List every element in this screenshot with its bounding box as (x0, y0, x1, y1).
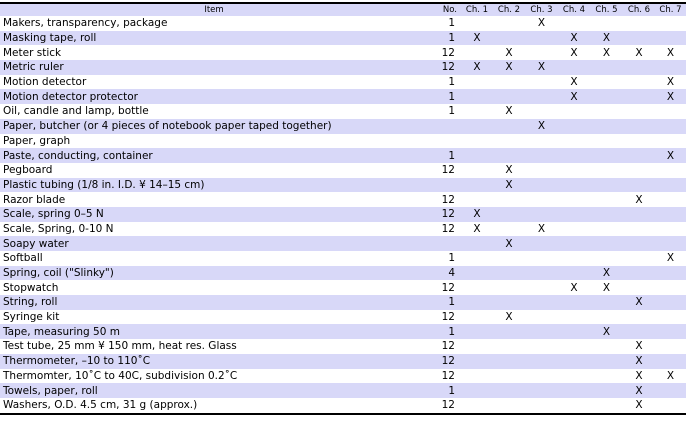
chapter-2-mark (493, 222, 525, 237)
chapter-7-mark: X (666, 76, 675, 89)
item-name: Oil, candle and lamp, bottle (3, 105, 149, 118)
chapter-5-mark (590, 16, 623, 31)
column-header-ch1: Ch. 1 (461, 3, 493, 16)
chapter-3-mark (525, 266, 558, 281)
chapter-2-mark (493, 324, 525, 339)
item-name: String, roll (0, 295, 428, 310)
table-row (0, 383, 686, 398)
chapter-4-mark (558, 222, 590, 237)
item-quantity: 12 (441, 46, 455, 59)
table-row (0, 178, 686, 193)
table-row (0, 251, 686, 266)
chapter-3-mark: X (525, 119, 558, 134)
chapter-5-mark (590, 148, 623, 163)
table-row (0, 104, 686, 119)
chapter-6-mark (623, 104, 655, 119)
chapter-7-mark (655, 280, 686, 295)
chapter-4-mark (558, 383, 590, 398)
chapter-3-mark (525, 45, 558, 60)
chapter-6-mark (623, 324, 655, 339)
chapter-6-mark (623, 134, 655, 149)
chapter-4-mark (558, 148, 590, 163)
table-row (0, 89, 686, 104)
chapter-1-mark (461, 178, 493, 193)
chapter-3-mark (525, 192, 558, 207)
chapter-5-mark (590, 383, 623, 398)
chapter-5-mark: X (590, 324, 623, 339)
chapter-3-mark (525, 75, 558, 90)
table-row (0, 295, 686, 310)
chapter-4-mark (558, 324, 590, 339)
table-row (0, 266, 686, 281)
chapter-5-mark (590, 192, 623, 207)
item-quantity (428, 236, 461, 251)
chapter-5-mark (590, 369, 623, 384)
equipment-table (0, 2, 686, 415)
chapter-3-mark: X (537, 17, 546, 30)
chapter-4-mark (558, 192, 590, 207)
chapter-6-mark: X (623, 295, 655, 310)
table-body (0, 16, 686, 414)
chapter-4-mark (558, 60, 590, 75)
chapter-6-mark: X (623, 383, 655, 398)
chapter-6-mark: X (635, 46, 643, 59)
chapter-1-mark (461, 104, 493, 119)
column-header-ch5: Ch. 5 (590, 3, 623, 16)
chapter-1-mark (461, 310, 493, 325)
chapter-7-mark (655, 178, 686, 193)
chapter-2-mark (493, 354, 525, 369)
chapter-6-mark (623, 280, 655, 295)
chapter-4-mark (558, 369, 590, 384)
chapter-5-mark (590, 236, 623, 251)
chapter-4-mark (558, 339, 590, 354)
chapter-6-mark (623, 251, 655, 266)
table-row (0, 163, 686, 178)
item-quantity: 12 (428, 207, 461, 222)
item-quantity: 12 (441, 399, 455, 412)
chapter-3-mark (525, 280, 558, 295)
chapter-4-mark (558, 295, 590, 310)
item-name: Softball (3, 252, 43, 265)
chapter-5-mark (590, 119, 623, 134)
chapter-7-mark (655, 163, 686, 178)
table-row (0, 354, 686, 369)
chapter-6-mark (623, 178, 655, 193)
chapter-1-mark (461, 280, 493, 295)
chapter-4-mark (558, 134, 590, 149)
chapter-2-mark (493, 280, 525, 295)
chapter-1-mark (461, 119, 493, 134)
chapter-2-mark (493, 398, 525, 414)
table-row (0, 192, 686, 207)
chapter-3-mark (525, 207, 558, 222)
chapter-2-mark: X (505, 46, 513, 59)
chapter-5-mark (590, 75, 623, 90)
chapter-6-mark: X (635, 193, 643, 206)
column-header-ch3: Ch. 3 (525, 3, 558, 16)
column-header-ch4: Ch. 4 (558, 3, 590, 16)
chapter-4-mark: X (570, 281, 578, 294)
chapter-1-mark: X (461, 31, 493, 46)
chapter-6-mark (623, 89, 655, 104)
chapter-3-mark (525, 31, 558, 46)
chapter-3-mark (525, 310, 558, 325)
chapter-3-mark (525, 354, 558, 369)
chapter-6-mark (623, 310, 655, 325)
column-header-ch7: Ch. 7 (655, 3, 686, 16)
chapter-1-mark: X (461, 60, 493, 75)
table-row (0, 207, 686, 222)
chapter-3-mark: X (525, 60, 558, 75)
chapter-6-mark (623, 148, 655, 163)
item-name: Syringe kit (3, 311, 60, 324)
item-quantity: 12 (441, 222, 455, 235)
chapter-5-mark (590, 222, 623, 237)
chapter-2-mark (493, 192, 525, 207)
chapter-7-mark (655, 295, 686, 310)
chapter-6-mark: X (635, 399, 643, 412)
chapter-7-mark (655, 207, 686, 222)
chapter-3-mark (525, 369, 558, 384)
table-row (0, 75, 686, 90)
table-row (0, 324, 686, 339)
table-row (0, 45, 686, 60)
item-name: Stopwatch (3, 281, 59, 294)
item-quantity: 1 (428, 295, 461, 310)
item-quantity: 1 (448, 76, 455, 89)
chapter-1-mark (461, 134, 493, 149)
item-quantity: 12 (441, 281, 455, 294)
table-row (0, 148, 686, 163)
chapter-7-mark (655, 119, 686, 134)
chapter-2-mark (493, 119, 525, 134)
chapter-4-mark (558, 266, 590, 281)
chapter-3-mark (525, 236, 558, 251)
item-quantity (428, 134, 461, 149)
item-name: Meter stick (3, 46, 62, 59)
header-row (0, 3, 686, 16)
item-quantity: 12 (441, 340, 455, 353)
chapter-1-mark (461, 369, 493, 384)
chapter-1-mark (461, 266, 493, 281)
chapter-7-mark (655, 192, 686, 207)
chapter-7-mark: X (666, 46, 675, 59)
item-name: Towels, paper, roll (0, 383, 428, 398)
item-quantity: 1 (448, 252, 455, 265)
item-quantity: 1 (428, 383, 461, 398)
table-row (0, 280, 686, 295)
chapter-2-mark: X (505, 164, 513, 177)
table-row (0, 16, 686, 31)
item-quantity: 12 (441, 164, 455, 177)
item-name: Washers, O.D. 4.5 cm, 31 g (approx.) (3, 399, 198, 412)
chapter-2-mark (493, 383, 525, 398)
item-name: Motion detector protector (0, 89, 428, 104)
chapter-6-mark (623, 222, 655, 237)
chapter-7-mark (655, 354, 686, 369)
chapter-6-mark: X (623, 354, 655, 369)
chapter-2-mark (493, 266, 525, 281)
item-name: Plastic tubing (1/8 in. I.D. ¥ 14–15 cm) (0, 178, 428, 193)
chapter-6-mark (623, 31, 655, 46)
chapter-6-mark (623, 75, 655, 90)
item-name: Pegboard (3, 164, 53, 177)
item-quantity: 1 (428, 324, 461, 339)
chapter-5-mark: X (602, 281, 611, 294)
chapter-2-mark (493, 295, 525, 310)
item-quantity: 1 (448, 105, 455, 118)
chapter-7-mark (655, 104, 686, 119)
item-quantity: 12 (441, 369, 455, 382)
item-name: Spring, coil ("Slinky") (0, 266, 428, 281)
table-row (0, 60, 686, 75)
chapter-6-mark (623, 266, 655, 281)
chapter-1-mark (461, 192, 493, 207)
item-quantity: 12 (441, 193, 455, 206)
item-quantity (428, 119, 461, 134)
chapter-1-mark (461, 45, 493, 60)
chapter-6-mark: X (635, 340, 643, 353)
chapter-4-mark (558, 207, 590, 222)
item-name: Paper, butcher (or 4 pieces of notebook paper taped together) (0, 119, 428, 134)
chapter-1-mark (461, 75, 493, 90)
chapter-4-mark (558, 236, 590, 251)
column-header-ch6: Ch. 6 (623, 3, 655, 16)
chapter-3-mark (525, 163, 558, 178)
item-quantity: 1 (448, 17, 455, 30)
item-quantity (428, 178, 461, 193)
chapter-4-mark (558, 104, 590, 119)
chapter-7-mark (655, 310, 686, 325)
chapter-5-mark (590, 163, 623, 178)
column-header-no: No. (428, 3, 461, 16)
chapter-3-mark (525, 104, 558, 119)
chapter-2-mark: X (505, 105, 513, 118)
chapter-5-mark (590, 60, 623, 75)
chapter-3-mark (525, 295, 558, 310)
chapter-5-mark (590, 310, 623, 325)
item-name: Razor blade (3, 193, 66, 206)
chapter-5-mark (590, 398, 623, 414)
table-row (0, 398, 686, 414)
item-name: Metric ruler (0, 60, 428, 75)
item-name: Motion detector (3, 76, 87, 89)
chapter-2-mark (493, 75, 525, 90)
chapter-2-mark (493, 339, 525, 354)
chapter-1-mark (461, 295, 493, 310)
item-quantity: 1 (428, 148, 461, 163)
chapter-5-mark (590, 178, 623, 193)
chapter-7-mark (655, 383, 686, 398)
chapter-7-mark: X (666, 252, 675, 265)
chapter-6-mark (623, 207, 655, 222)
chapter-2-mark (493, 16, 525, 31)
chapter-7-mark (655, 134, 686, 149)
chapter-5-mark (590, 134, 623, 149)
chapter-1-mark (461, 398, 493, 414)
chapter-6-mark (623, 60, 655, 75)
chapter-5-mark: X (590, 266, 623, 281)
chapter-1-mark (461, 163, 493, 178)
chapter-1-mark (461, 354, 493, 369)
chapter-3-mark (525, 148, 558, 163)
chapter-7-mark (655, 16, 686, 31)
chapter-2-mark (493, 369, 525, 384)
chapter-1-mark: X (461, 207, 493, 222)
chapter-3-mark (525, 134, 558, 149)
item-name: Makers, transparency, package (3, 17, 168, 30)
chapter-1-mark (461, 324, 493, 339)
chapter-2-mark: X (493, 178, 525, 193)
item-name: Scale, spring 0–5 N (0, 207, 428, 222)
item-name: Soapy water (0, 236, 428, 251)
table-row (0, 339, 686, 354)
item-name: Thermometer, –10 to 110˚C (0, 354, 428, 369)
chapter-4-mark (558, 310, 590, 325)
item-name: Paper, graph (3, 134, 71, 147)
chapter-2-mark (493, 148, 525, 163)
item-quantity: 12 (428, 354, 461, 369)
chapter-7-mark: X (666, 369, 675, 382)
table-row (0, 310, 686, 325)
item-quantity: 12 (441, 311, 455, 324)
chapter-5-mark (590, 251, 623, 266)
chapter-3-mark (525, 178, 558, 193)
item-name: Masking tape, roll (0, 31, 428, 46)
table-row (0, 119, 686, 134)
chapter-6-mark (623, 163, 655, 178)
chapter-4-mark (558, 354, 590, 369)
chapter-7-mark: X (655, 89, 686, 104)
table-row (0, 369, 686, 384)
chapter-2-mark (493, 207, 525, 222)
chapter-4-mark (558, 251, 590, 266)
chapter-4-mark (558, 16, 590, 31)
item-quantity: 1 (428, 89, 461, 104)
table-row (0, 31, 686, 46)
chapter-5-mark (590, 295, 623, 310)
chapter-2-mark (493, 251, 525, 266)
chapter-3-mark (525, 324, 558, 339)
chapter-4-mark (558, 178, 590, 193)
chapter-6-mark (623, 119, 655, 134)
chapter-4-mark: X (570, 76, 578, 89)
chapter-7-mark (655, 324, 686, 339)
chapter-3-mark (525, 251, 558, 266)
chapter-2-mark (493, 31, 525, 46)
column-header-item: Item (0, 3, 428, 16)
item-quantity: 1 (428, 31, 461, 46)
chapter-1-mark (461, 148, 493, 163)
chapter-6-mark: X (635, 369, 643, 382)
chapter-3-mark (525, 383, 558, 398)
chapter-7-mark (655, 222, 686, 237)
chapter-2-mark: X (493, 236, 525, 251)
chapter-7-mark (655, 236, 686, 251)
chapter-1-mark (461, 89, 493, 104)
chapter-3-mark (525, 398, 558, 414)
chapter-5-mark (590, 339, 623, 354)
chapter-2-mark: X (493, 60, 525, 75)
chapter-2-mark (493, 89, 525, 104)
item-quantity: 12 (428, 60, 461, 75)
chapter-7-mark (655, 60, 686, 75)
chapter-4-mark (558, 163, 590, 178)
chapter-2-mark (493, 134, 525, 149)
chapter-1-mark (461, 236, 493, 251)
chapter-6-mark (623, 16, 655, 31)
chapter-3-mark: X (537, 222, 546, 235)
chapter-5-mark: X (602, 46, 611, 59)
chapter-7-mark (655, 339, 686, 354)
item-name: Test tube, 25 mm ¥ 150 mm, heat res. Glass (3, 340, 237, 353)
chapter-5-mark (590, 104, 623, 119)
chapter-4-mark: X (558, 31, 590, 46)
item-name: Thermomter, 10˚C to 40C, subdivision 0.2˚C (3, 369, 238, 382)
chapter-7-mark (655, 398, 686, 414)
chapter-5-mark (590, 207, 623, 222)
item-name: Paste, conducting, container (0, 148, 428, 163)
chapter-1-mark (461, 383, 493, 398)
chapter-7-mark (655, 266, 686, 281)
chapter-1-mark (461, 16, 493, 31)
chapter-4-mark: X (558, 89, 590, 104)
chapter-3-mark (525, 89, 558, 104)
chapter-1-mark: X (473, 222, 481, 235)
item-quantity: 4 (428, 266, 461, 281)
chapter-5-mark (590, 89, 623, 104)
chapter-5-mark: X (590, 31, 623, 46)
column-header-ch2: Ch. 2 (493, 3, 525, 16)
chapter-1-mark (461, 251, 493, 266)
chapter-7-mark (655, 31, 686, 46)
chapter-4-mark: X (570, 46, 578, 59)
chapter-2-mark: X (505, 311, 513, 324)
chapter-5-mark (590, 354, 623, 369)
chapter-1-mark (461, 339, 493, 354)
chapter-4-mark (558, 119, 590, 134)
item-name: Tape, measuring 50 m (0, 324, 428, 339)
item-name: Scale, Spring, 0-10 N (3, 222, 114, 235)
table-row (0, 222, 686, 237)
chapter-6-mark (623, 236, 655, 251)
chapter-3-mark (525, 339, 558, 354)
chapter-7-mark: X (655, 148, 686, 163)
table-row (0, 236, 686, 251)
chapter-4-mark (558, 398, 590, 414)
table-row (0, 134, 686, 149)
